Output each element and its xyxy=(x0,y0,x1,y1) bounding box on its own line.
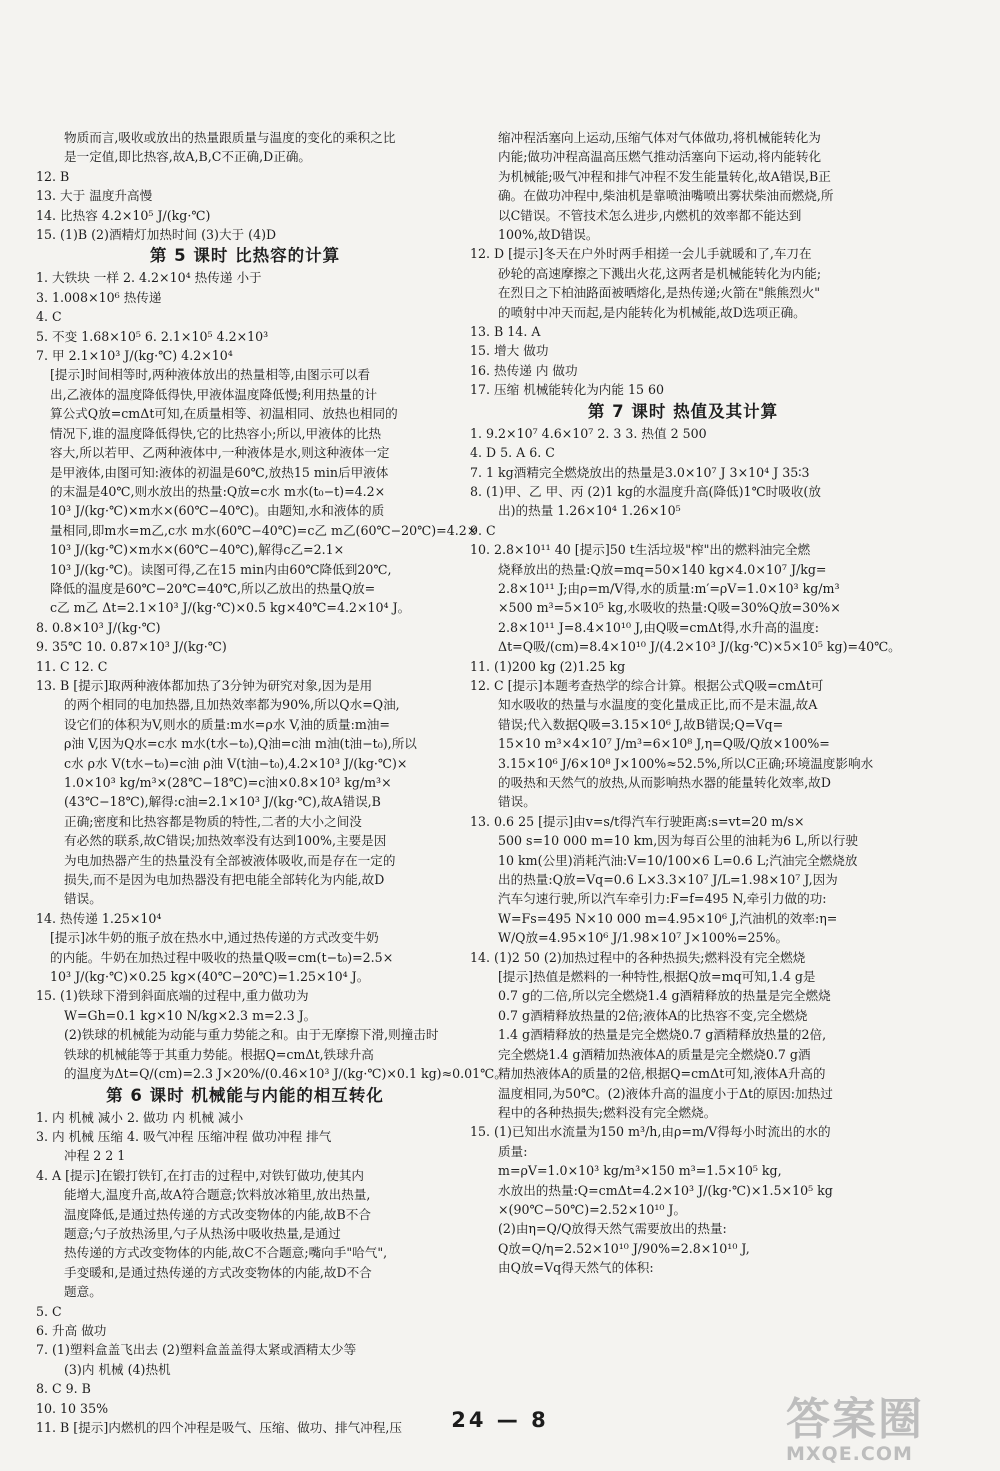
answer-line: 的吸热和天然气的放热,从而影响热水器的能量转化效率,故D xyxy=(498,775,831,790)
answer-line: 出的热量:Q放=Vq=0.6 L×3.3×10⁷ J/L=1.98×10⁷ J,因为 xyxy=(498,872,838,888)
answer-line: 8. 0.8×10³ J/(kg·℃) xyxy=(36,619,161,635)
answer-line: 11. C 12. C xyxy=(36,658,108,674)
answer-line: 11. (1)200 kg (2)1.25 kg xyxy=(470,658,626,674)
answer-line: 7. 1 kg酒精完全燃烧放出的热量是3.0×10⁷ J 3×10⁴ J 35∶3 xyxy=(470,464,810,480)
section-heading: 第 5 课时 比热容的计算 xyxy=(149,246,341,266)
answer-line: 程中的各种热损失;燃料没有完全燃烧。 xyxy=(498,1104,717,1120)
right-column xyxy=(470,128,901,1278)
answer-line: 0.7 g酒精释放热量的2倍;液体A的比热容不变,完全燃烧 xyxy=(498,1007,808,1023)
answer-line: 算公式Q放=cmΔt可知,在质量相等、初温相同、放热也相同的 xyxy=(50,406,398,422)
answer-line: 由Q放=Vq得天然气的体积: xyxy=(498,1260,654,1276)
answer-line: (43℃−18℃),解得:c油=2.1×10³ J/(kg·℃),故A错误,B xyxy=(64,794,381,810)
answer-line: 10³ J/(kg·℃)×m水×(60℃−40℃),解得c乙=2.1× xyxy=(50,542,345,558)
answer-line: 缩冲程活塞向上运动,压缩气体对气体做功,将机械能转化为 xyxy=(498,130,821,145)
answer-line: W=Gh=0.1 kg×10 N/kg×2.3 m=2.3 J。 xyxy=(64,1007,317,1023)
answer-line: ×500 m³=5×10⁵ kg,水吸收的热量:Q吸=30%Q放=30%× xyxy=(498,600,841,616)
answer-line: 的末温是40℃,则水放出的热量:Q放=c水 m水(t₀−t)=4.2× xyxy=(50,483,386,499)
answer-line: 错误;代入数据Q吸=3.15×10⁶ J,故B错误;Q=Vq= xyxy=(498,716,784,732)
answer-line: 损失,而不是因为电加热器没有把电能全部转化为内能,故D xyxy=(64,872,385,888)
answer-line: 14. (1)2 50 (2)加热过程中的各种热损失;燃料没有完全燃烧 xyxy=(470,949,806,965)
answer-line: 5. 不变 1.68×10⁵ 6. 2.1×10⁵ 4.2×10³ xyxy=(36,328,269,344)
answer-line: Δt=Q吸/(cm)=8.4×10¹⁰ J/(4.2×10³ J/(kg·℃)×5×10⁵ kg)=40℃。 xyxy=(498,639,901,655)
answer-line: 8. (1)甲、乙 甲、丙 (2)1 kg的水温度升高(降低)1℃时吸收(放 xyxy=(470,483,821,499)
answer-line: 0.7 g的二倍,所以完全燃烧1.4 g酒精释放的热量是完全燃烧 xyxy=(498,988,831,1004)
answer-line: [提示]热值是燃料的一种特性,根据Q放=mq可知,1.4 g是 xyxy=(498,969,816,985)
answer-line: 出,乙液体的温度降低得快,甲液体温度降低慢;利用热量的计 xyxy=(50,386,378,402)
answer-line: 在烈日之下柏油路面被晒熔化,是热传递;火箭在"熊熊烈火" xyxy=(498,285,821,301)
answer-line: [提示]冰牛奶的瓶子放在热水中,通过热传递的方式改变牛奶 xyxy=(50,930,379,946)
answer-line: 内能;做功冲程高温高压燃气推动活塞向下运动,将内能转化 xyxy=(498,149,822,165)
answer-line: 1. 内 机械 减小 2. 做功 内 机械 减小 xyxy=(36,1109,244,1125)
answer-line: 12. B xyxy=(36,168,70,184)
answer-line: 温度相同,为50℃。(2)液体升高的温度小于Δt的原因:加热过 xyxy=(498,1085,833,1101)
answer-line: 出)的热量 1.26×10⁴ 1.26×10⁵ xyxy=(498,503,681,519)
answer-line: 15. (1)已知出水流量为150 m³/h,由ρ=m/V得每小时流出的水的 xyxy=(470,1124,831,1140)
answer-line: 确。在做功冲程中,柴油机是靠喷油嘴喷出雾状柴油而燃烧,所 xyxy=(498,188,834,204)
answer-line: (3)内 机械 (4)热机 xyxy=(64,1361,171,1377)
answer-line: 4. C xyxy=(36,309,62,325)
answer-line: 10³ J/(kg·℃)×0.25 kg×(40℃−20℃)=1.25×10⁴ J。 xyxy=(50,969,370,985)
section-heading: 第 7 课时 热值及其计算 xyxy=(587,401,779,421)
answer-line: 3. 1.008×10⁶ 热传递 xyxy=(36,289,162,305)
answer-line: 10³ J/(kg·℃)。读图可得,乙在15 min内由60℃降低到20℃, xyxy=(50,561,392,577)
answer-line: 温度降低,是通过热传递的方式改变物体的内能,故B不合 xyxy=(64,1206,371,1222)
answer-line: 题意。 xyxy=(64,1284,102,1300)
answer-line: 的内能。牛奶在加热过程中吸收的热量Q吸=cm(t−t₀)=2.5× xyxy=(50,949,394,965)
answer-line: 的两个相同的电加热器,且加热效率都为90%,所以Q水=Q油, xyxy=(64,697,400,713)
answer-line: 情况下,谁的温度降低得快,它的比热容小;所以,甲液体的比热 xyxy=(50,425,382,441)
answer-line: 10. 2.8×10¹¹ 40 [提示]50 t生活垃圾"榨"出的燃料油完全燃 xyxy=(470,542,811,558)
answer-line: 是甲液体,由图可知:液体的初温是60℃,放热15 min后甲液体 xyxy=(50,464,389,480)
answer-line: 13. B [提示]取两种液体都加热了3分钟为研究对象,因为是用 xyxy=(36,677,373,693)
answer-line: m=ρV=1.0×10³ kg/m³×150 m³=1.5×10⁵ kg, xyxy=(498,1163,782,1179)
answer-line: 12. C [提示]本题考查热学的综合计算。根据公式Q吸=cmΔt可 xyxy=(470,677,824,693)
answer-line: [提示]时间相等时,两种液体放出的热量相等,由图示可以看 xyxy=(50,367,371,383)
watermark-logo xyxy=(780,1395,985,1465)
answer-line: 降低的温度是60℃−20℃=40℃,所以乙放出的热量Q放= xyxy=(50,580,376,596)
answer-line: W=Fs=495 N×10 000 m=4.95×10⁶ J,汽油机的效率:η= xyxy=(498,910,838,926)
answer-line: 9. 35℃ 10. 0.87×10³ J/(kg·℃) xyxy=(36,639,227,655)
answer-line: 14. 热传递 1.25×10⁴ xyxy=(36,910,162,926)
answer-line: 手变暖和,是通过热传递的方式改变物体的内能,故D不合 xyxy=(64,1264,372,1280)
answer-line: 8. C 9. B xyxy=(36,1381,91,1397)
answer-line: 4. D 5. A 6. C xyxy=(470,445,555,461)
answer-line: 的喷射中冲天而起,是内能转化为机械能,故D选项正确。 xyxy=(498,304,806,320)
answer-line: 10 km(公里)消耗汽油:V=10/100×6 L=0.6 L;汽油完全燃烧放 xyxy=(498,852,858,868)
answer-line: 铁球的机械能等于其重力势能。根据Q=cmΔt,铁球升高 xyxy=(64,1046,374,1062)
answer-line: 5. C xyxy=(36,1303,62,1319)
answer-line: c乙 m乙 Δt=2.1×10³ J/(kg·℃)×0.5 kg×40℃=4.2×10⁴ J。 xyxy=(50,600,411,616)
answer-line: 题意;勺子放热汤里,勺子从热汤中吸收热量,是通过 xyxy=(64,1225,341,1241)
answer-line: 量相同,即m水=m乙,c水 m水(60℃−40℃)=c乙 m乙(60℃−20℃)=4.2× xyxy=(50,522,478,538)
answer-line: 2.8×10¹¹ J=8.4×10¹⁰ J,由Q吸=cmΔt得,水升高的温度: xyxy=(498,619,819,635)
answer-line: 7. 甲 2.1×10³ J/(kg·℃) 4.2×10⁴ xyxy=(36,348,233,364)
answer-line: 水放出的热量:Q=cmΔt=4.2×10³ J/(kg·℃)×1.5×10⁵ kg xyxy=(498,1182,833,1198)
answer-line: 能增大,温度升高,故A符合题意;饮料放冰箱里,放出热量, xyxy=(64,1187,371,1203)
answer-line: 设它们的体积为V,则水的质量:m水=ρ水 V,油的质量:m油= xyxy=(64,716,390,732)
answer-line: 热传递的方式改变物体的内能,故C不合题意;嘴向手"哈气", xyxy=(64,1245,388,1261)
answer-line: 15. (1)铁球下滑到斜面底端的过程中,重力做功为 xyxy=(36,988,309,1004)
answer-line: 完全燃烧1.4 g酒精加热液体A的质量是完全燃烧0.7 g酒 xyxy=(498,1046,811,1062)
answer-line: 容大,所以若甲、乙两种液体中,一种液体是水,则这种液体一定 xyxy=(50,445,390,461)
answer-line: 16. 热传递 内 做功 xyxy=(470,362,578,378)
answer-line: 是一定值,即比热容,故A,B,C不正确,D正确。 xyxy=(64,149,312,165)
answer-line: 的温度为Δt=Q/(cm)=2.3 J×20%/(0.46×10³ J/(kg·℃)×0.1 kg)≈0.01℃。 xyxy=(64,1066,507,1082)
answer-line: 13. 大于 温度升高慢 xyxy=(36,188,153,204)
answer-line: 11. B [提示]内燃机的四个冲程是吸气、压缩、做功、排气冲程,压 xyxy=(36,1420,402,1435)
answer-line: 1.0×10³ kg/m³×(28℃−18℃)=c油×0.8×10³ kg/m³× xyxy=(64,775,392,790)
answer-line: 质量: xyxy=(498,1143,528,1159)
answer-line: 3. 内 机械 压缩 4. 吸气冲程 压缩冲程 做功冲程 排气 xyxy=(36,1128,332,1144)
page-number: 24 — 8 xyxy=(451,1408,549,1432)
answer-line: 6. 升高 做功 xyxy=(36,1322,107,1338)
answer-line: 汽车匀速行驶,所以汽车牵引力:F=f=495 N,牵引力做的功: xyxy=(498,891,827,907)
answer-line: 9. C xyxy=(470,522,496,538)
answer-line: 15. 增大 做功 xyxy=(470,343,549,359)
answer-line: 10. 10 35% xyxy=(36,1400,109,1416)
answer-line: 13. B 14. A xyxy=(470,324,541,340)
answer-line: 500 s=10 000 m=10 km,因为每百公里的油耗为6 L,所以行驶 xyxy=(498,833,858,849)
answer-line: Q放=Q/η=2.52×10¹⁰ J/90%=2.8×10¹⁰ J, xyxy=(498,1240,750,1256)
answer-line: W/Q放=4.95×10⁶ J/1.98×10⁷ J×100%=25%。 xyxy=(498,930,789,946)
answer-line: 2.8×10¹¹ J;由ρ=m/V得,水的质量:m′=ρV=1.0×10³ kg/m³ xyxy=(498,580,840,596)
answer-line: 砂轮的高速摩擦之下溅出火花,这两者是机械能转化为内能; xyxy=(498,265,822,281)
answer-line: 为电加热器产生的热量没有全部被液体吸收,而是存在一定的 xyxy=(64,852,396,868)
answer-line: (2)由η=Q/Q放得天然气需要放出的热量: xyxy=(498,1221,727,1237)
answer-line: 13. 0.6 25 [提示]由v=s/t得汽车行驶距离:s=vt=20 m/s× xyxy=(470,813,805,829)
answer-line: 1.4 g酒精释放的热量是完全燃烧0.7 g酒精释放热量的2倍, xyxy=(498,1027,827,1043)
answer-line: 物质而言,吸收或放出的热量跟质量与温度的变化的乘积之比 xyxy=(64,130,396,145)
answer-line: 1. 大铁块 一样 2. 4.2×10⁴ 热传递 小于 xyxy=(36,270,262,286)
answer-line: 烧释放出的热量:Q放=mq=50×140 kg×4.0×10⁷ J/kg= xyxy=(498,561,827,577)
answer-line: 1. 9.2×10⁷ 4.6×10⁷ 2. 3 3. 热值 2 500 xyxy=(470,425,707,441)
answer-line: 3.15×10⁶ J/6×10⁸ J×100%≈52.5%,所以C正确;环境温度影响水 xyxy=(498,755,874,771)
answer-line: 4. A [提示]在锻打铁钉,在打击的过程中,对铁钉做功,使其内 xyxy=(36,1167,365,1183)
answer-line: 精加热液体A的质量的2倍,根据Q=cmΔt可知,液体A升高的 xyxy=(498,1066,826,1082)
answer-line: 12. D [提示]冬天在户外时两手相搓一会儿手就暖和了,车刀在 xyxy=(470,246,812,262)
answer-line: 100%,故D错误。 xyxy=(498,227,599,243)
answer-line: ρ油 V,因为Q水=c水 m水(t水−t₀),Q油=c油 m油(t油−t₀),所以 xyxy=(64,736,417,752)
answer-line: 7. (1)塑料盒盖飞出去 (2)塑料盒盖盖得太紧或酒精太少等 xyxy=(36,1342,357,1358)
answer-line: 错误。 xyxy=(64,891,102,907)
answer-line: 冲程 2 2 1 xyxy=(64,1148,126,1164)
answer-line: 17. 压缩 机械能转化为内能 15 60 xyxy=(470,382,665,398)
answer-line: (2)铁球的机械能为动能与重力势能之和。由于无摩擦下滑,则撞击时 xyxy=(64,1027,439,1043)
answer-line: 15×10 m³×4×10⁷ J/m³=6×10⁸ J,η=Q吸/Q放×100%= xyxy=(498,736,830,752)
answer-line: 以C错误。不管技术怎么进步,内燃机的效率都不能达到 xyxy=(498,207,802,223)
answer-line: 为机械能;吸气冲程和排气冲程不发生能量转化,故A错误,B正 xyxy=(498,168,831,184)
answer-line: c水 ρ水 V(t水−t₀)=c油 ρ油 V(t油−t₀),4.2×10³ J/(kg·℃)× xyxy=(64,755,408,771)
watermark-url: MXQE.COM xyxy=(786,1443,913,1465)
answer-line: 15. (1)B (2)酒精灯加热时间 (3)大于 (4)D xyxy=(36,227,277,243)
answer-line: 错误。 xyxy=(498,794,536,810)
answer-line: 正确;密度和比热容都是物质的特性,二者的大小之间没 xyxy=(64,813,362,829)
answer-line: 10³ J/(kg·℃)×m水×(60℃−40℃)。由题知,水和液体的质 xyxy=(50,503,385,519)
answer-line: ×(90℃−50℃)=2.52×10¹⁰ J。 xyxy=(498,1201,687,1217)
answer-line: 14. 比热容 4.2×10⁵ J/(kg·℃) xyxy=(36,207,211,223)
answer-line: 知水吸收的热量与水温度的变化量成正比,而不是末温,故A xyxy=(498,697,818,713)
answer-line: 有必然的联系,故C错误;加热效率没有达到100%,主要是因 xyxy=(64,833,387,849)
section-heading: 第 6 课时 机械能与内能的相互转化 xyxy=(106,1085,384,1105)
watermark-title: 答案圈 xyxy=(786,1394,924,1445)
